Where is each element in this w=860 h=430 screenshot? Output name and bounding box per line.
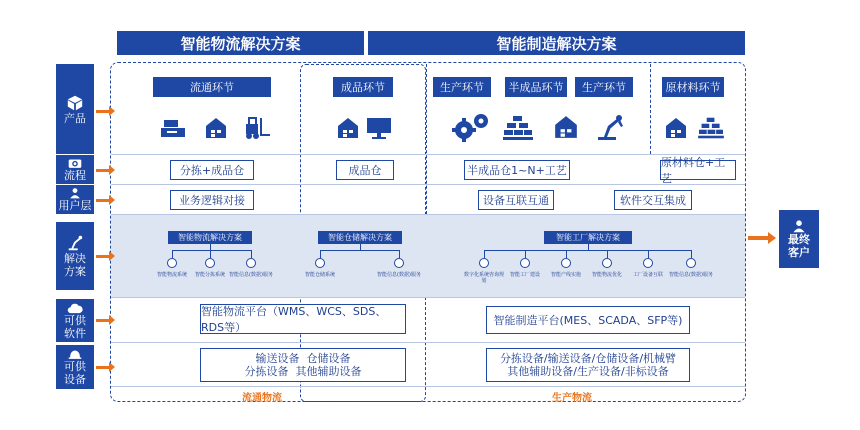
cloud-icon xyxy=(67,302,83,314)
process-raw-warehouse: 原材料仓+工艺 xyxy=(660,160,736,180)
warehouse-icon xyxy=(664,116,688,140)
logistics-system-node xyxy=(167,258,177,268)
sidebar-arrow xyxy=(96,255,110,258)
tree-line xyxy=(484,250,692,251)
software-logistics-platform: 智能物流平台（WMS、WCS、SDS、RDS等） xyxy=(200,304,406,334)
final-customer-label: 最终 客户 xyxy=(788,233,810,259)
robot-arm-icon xyxy=(66,234,84,252)
monitor-icon xyxy=(366,116,392,140)
tree-line xyxy=(172,250,252,251)
final-arrow xyxy=(748,236,770,240)
data-service-node xyxy=(394,258,404,268)
customer-icon xyxy=(792,219,806,233)
sidebar-arrow xyxy=(96,366,110,369)
footer-production-logistics: 生产物流 xyxy=(552,393,592,404)
data-service-node xyxy=(686,258,696,268)
warehouse-system-node xyxy=(315,258,325,268)
row-divider xyxy=(111,297,745,298)
forklift-icon xyxy=(244,116,272,140)
logistics-header: 智能物流解决方案 xyxy=(117,31,364,55)
box-icon xyxy=(66,94,84,112)
tree-line xyxy=(484,250,485,258)
sidebar-process xyxy=(56,155,94,184)
stage-raw-material: 原材料环节 xyxy=(662,77,724,97)
data-service-node xyxy=(246,258,256,268)
process-sorting: 分拣+成品仓 xyxy=(170,160,254,180)
sidebar-user-layer xyxy=(56,185,94,214)
footer-circulation-logistics: 流通物流 xyxy=(242,393,282,404)
solution-logistics-title: 智能物流解决方案 xyxy=(168,231,252,244)
solution-factory-title: 智能工厂解决方案 xyxy=(544,231,632,244)
stage-finished: 成品环节 xyxy=(333,77,393,97)
stage-production-2: 生产环节 xyxy=(575,77,633,97)
row-divider xyxy=(111,154,745,155)
manufacturing-header: 智能制造解决方案 xyxy=(368,31,745,55)
sidebar-equipment xyxy=(56,345,94,389)
consulting-node xyxy=(479,258,489,268)
equipment-line: 输送设备 仓储设备 xyxy=(255,352,351,365)
tree-line xyxy=(251,250,252,258)
equipment-line: 分拣设备/输送设备/仓储设备/机械臂 xyxy=(499,352,677,365)
sidebar-label: 流程 xyxy=(64,169,86,182)
node-label: 数字化系统咨询规划 xyxy=(463,272,504,284)
final-arrow-head xyxy=(768,232,776,244)
sidebar-arrow xyxy=(96,199,110,202)
software-manufacturing-platform: 智能制造平台(MES、SCADA、SFP等) xyxy=(486,306,690,334)
tree-line xyxy=(399,250,400,258)
sidebar-label: 产品 xyxy=(64,111,86,125)
warehouse-icon xyxy=(204,116,228,140)
user-icon xyxy=(69,187,81,199)
tree-line xyxy=(320,250,321,258)
line-implement-node xyxy=(561,258,571,268)
warehouse-icon xyxy=(336,116,360,140)
final-customer xyxy=(779,210,819,268)
user-business-logic: 业务逻辑对接 xyxy=(170,190,254,210)
sidebar-product xyxy=(56,64,94,154)
camera-icon xyxy=(68,157,82,169)
row-divider xyxy=(111,342,745,343)
sidebar-arrow xyxy=(96,319,110,322)
row-divider xyxy=(111,184,745,185)
tree-line xyxy=(691,250,692,258)
column-divider-1 xyxy=(426,64,427,214)
user-software-integration: 软件交互集成 xyxy=(614,190,692,210)
node-label: 智能分拣系统 xyxy=(194,272,225,278)
sidebar-arrow xyxy=(96,110,110,113)
node-label: 智能信息(数据)服务 xyxy=(669,272,713,278)
pallet-stack-icon xyxy=(503,114,533,142)
node-label: 智能产线实施 xyxy=(550,272,581,278)
process-semi-warehouse: 半成品仓1~N+工艺 xyxy=(464,160,570,180)
tree-line xyxy=(566,250,567,258)
tree-line xyxy=(210,250,211,258)
node-label: 智能信息(数据)服务 xyxy=(377,272,421,278)
sidebar-label: 解决 方案 xyxy=(64,252,86,278)
robot-arm-icon xyxy=(596,110,626,142)
node-label: 智能信息(数据)服务 xyxy=(229,272,273,278)
solutions-band xyxy=(111,215,745,297)
process-finished-warehouse: 成品仓 xyxy=(336,160,394,180)
sidebar-solutions xyxy=(56,222,94,290)
device-interconnect-node xyxy=(643,258,653,268)
tree-line xyxy=(320,250,400,251)
warehouse-icon xyxy=(553,114,579,140)
sorting-system-node xyxy=(205,258,215,268)
node-label: 工厂设备互联 xyxy=(632,272,663,278)
printer-icon xyxy=(160,118,186,140)
user-device-interconnect: 设备互联互通 xyxy=(478,190,554,210)
sidebar-software xyxy=(56,299,94,342)
tree-line xyxy=(607,250,608,258)
equipment-manufacturing xyxy=(486,348,690,382)
sidebar-label: 可供 软件 xyxy=(64,313,86,340)
sidebar-label: 可供 设备 xyxy=(64,360,86,386)
equipment-line: 其他辅助设备/生产设备/非标设备 xyxy=(507,365,669,378)
equipment-line: 分拣设备 其他辅助设备 xyxy=(244,365,362,378)
node-label: 智能工厂建设 xyxy=(509,272,540,278)
stage-semi-finished: 半成品环节 xyxy=(505,77,567,97)
equipment-logistics xyxy=(200,348,406,382)
bell-icon xyxy=(68,348,82,360)
tree-line xyxy=(172,250,173,258)
pallet-stack-icon xyxy=(698,116,724,140)
column-divider-2 xyxy=(650,64,651,154)
stage-circulation: 流通环节 xyxy=(153,77,271,97)
gears-icon xyxy=(452,112,492,142)
node-label: 智能物流系统 xyxy=(156,272,187,278)
row-divider xyxy=(111,386,745,387)
node-label: 智能仓储系统 xyxy=(304,272,335,278)
logistics-optimize-node xyxy=(602,258,612,268)
tree-line xyxy=(525,250,526,258)
stage-production-1: 生产环节 xyxy=(433,77,491,97)
sidebar-arrow xyxy=(96,169,110,172)
solution-warehouse-title: 智能仓储解决方案 xyxy=(318,231,402,244)
factory-build-node xyxy=(520,258,530,268)
node-label: 智能物流优化 xyxy=(591,272,622,278)
sidebar-label: 用户层 xyxy=(58,199,92,212)
tree-line xyxy=(648,250,649,258)
